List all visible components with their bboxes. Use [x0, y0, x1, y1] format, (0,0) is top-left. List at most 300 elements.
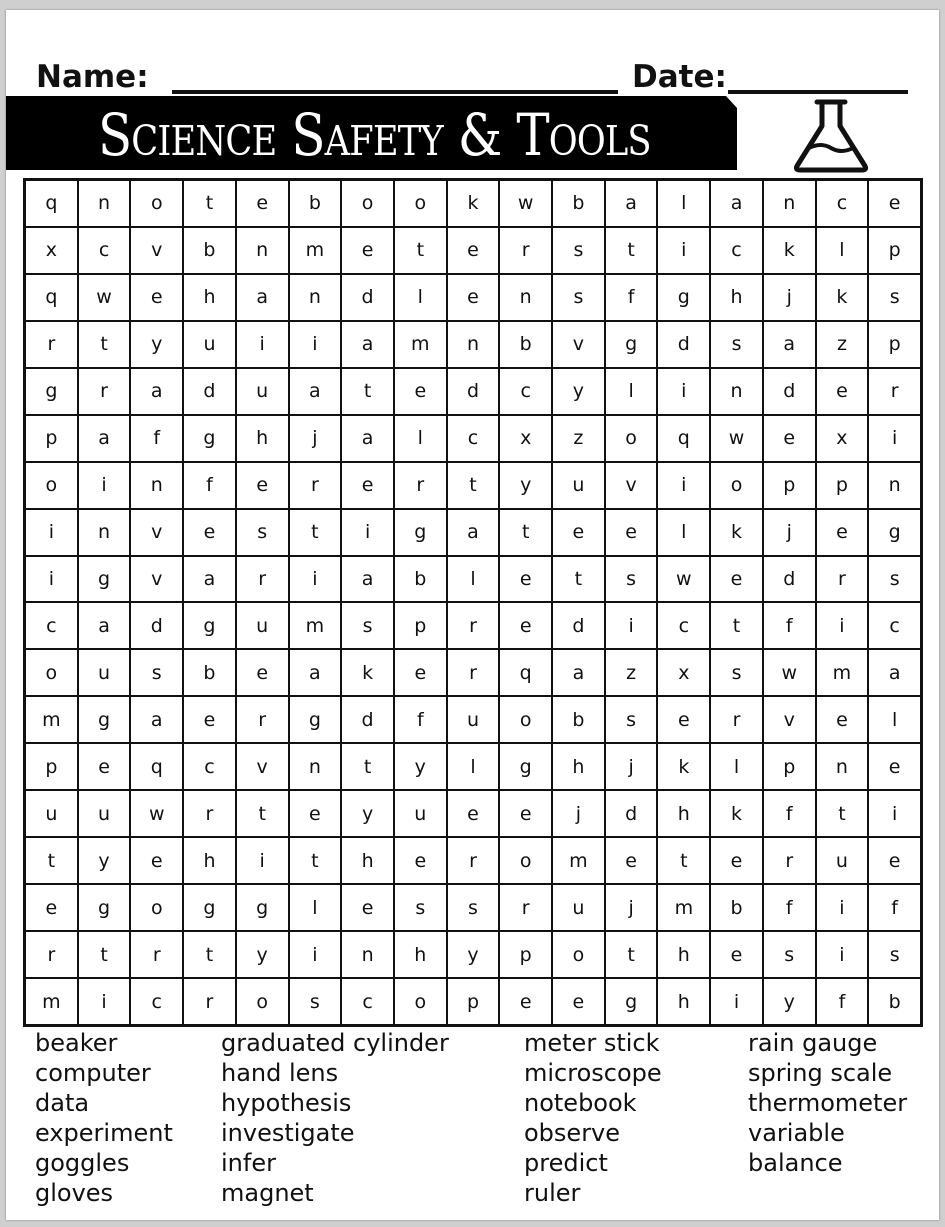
grid-cell[interactable]: y: [499, 462, 552, 509]
grid-cell[interactable]: e: [130, 274, 183, 321]
grid-cell[interactable]: n: [341, 931, 394, 978]
grid-cell[interactable]: a: [605, 180, 658, 227]
grid-cell[interactable]: i: [816, 884, 869, 931]
grid-cell[interactable]: e: [130, 837, 183, 884]
grid-cell[interactable]: i: [236, 321, 289, 368]
grid-cell[interactable]: i: [657, 368, 710, 415]
grid-cell[interactable]: q: [25, 274, 78, 321]
grid-cell[interactable]: o: [499, 837, 552, 884]
grid-cell[interactable]: t: [394, 227, 447, 274]
grid-cell[interactable]: g: [289, 696, 342, 743]
grid-cell[interactable]: t: [289, 837, 342, 884]
grid-cell[interactable]: d: [183, 368, 236, 415]
grid-cell[interactable]: r: [236, 556, 289, 603]
grid-cell[interactable]: u: [78, 790, 131, 837]
grid-cell[interactable]: r: [868, 368, 921, 415]
grid-cell[interactable]: s: [868, 274, 921, 321]
grid-cell[interactable]: f: [763, 790, 816, 837]
grid-cell[interactable]: n: [130, 462, 183, 509]
grid-cell[interactable]: e: [236, 180, 289, 227]
grid-cell[interactable]: o: [394, 978, 447, 1025]
grid-cell[interactable]: e: [868, 180, 921, 227]
grid-cell[interactable]: f: [394, 696, 447, 743]
grid-cell[interactable]: c: [868, 602, 921, 649]
grid-cell[interactable]: l: [394, 274, 447, 321]
grid-cell[interactable]: e: [816, 368, 869, 415]
grid-cell[interactable]: e: [447, 227, 500, 274]
grid-cell[interactable]: r: [289, 462, 342, 509]
grid-cell[interactable]: q: [130, 743, 183, 790]
grid-cell[interactable]: n: [447, 321, 500, 368]
grid-cell[interactable]: e: [394, 368, 447, 415]
grid-cell[interactable]: a: [78, 415, 131, 462]
grid-cell[interactable]: p: [447, 978, 500, 1025]
grid-cell[interactable]: a: [552, 649, 605, 696]
grid-cell[interactable]: j: [605, 884, 658, 931]
grid-cell[interactable]: u: [183, 321, 236, 368]
grid-cell[interactable]: h: [183, 837, 236, 884]
grid-cell[interactable]: g: [605, 978, 658, 1025]
grid-cell[interactable]: t: [710, 602, 763, 649]
grid-cell[interactable]: c: [816, 180, 869, 227]
grid-cell[interactable]: c: [341, 978, 394, 1025]
grid-cell[interactable]: l: [289, 884, 342, 931]
grid-cell[interactable]: h: [657, 790, 710, 837]
grid-cell[interactable]: x: [499, 415, 552, 462]
grid-cell[interactable]: t: [183, 931, 236, 978]
grid-cell[interactable]: o: [499, 696, 552, 743]
grid-cell[interactable]: o: [552, 931, 605, 978]
grid-cell[interactable]: r: [816, 556, 869, 603]
grid-cell[interactable]: j: [605, 743, 658, 790]
grid-cell[interactable]: n: [868, 462, 921, 509]
grid-cell[interactable]: v: [236, 743, 289, 790]
grid-cell[interactable]: p: [25, 743, 78, 790]
grid-cell[interactable]: y: [394, 743, 447, 790]
grid-cell[interactable]: i: [25, 509, 78, 556]
grid-cell[interactable]: p: [868, 227, 921, 274]
grid-cell[interactable]: g: [183, 415, 236, 462]
grid-cell[interactable]: h: [341, 837, 394, 884]
grid-cell[interactable]: l: [605, 368, 658, 415]
grid-cell[interactable]: k: [447, 180, 500, 227]
grid-cell[interactable]: q: [25, 180, 78, 227]
grid-cell[interactable]: s: [289, 978, 342, 1025]
grid-cell[interactable]: u: [552, 884, 605, 931]
grid-cell[interactable]: i: [78, 462, 131, 509]
grid-cell[interactable]: e: [499, 602, 552, 649]
grid-cell[interactable]: n: [289, 743, 342, 790]
grid-cell[interactable]: i: [236, 837, 289, 884]
grid-cell[interactable]: c: [130, 978, 183, 1025]
grid-cell[interactable]: b: [552, 180, 605, 227]
grid-cell[interactable]: d: [763, 368, 816, 415]
grid-cell[interactable]: u: [552, 462, 605, 509]
grid-cell[interactable]: f: [868, 884, 921, 931]
grid-cell[interactable]: r: [130, 931, 183, 978]
grid-cell[interactable]: i: [25, 556, 78, 603]
grid-cell[interactable]: g: [868, 509, 921, 556]
grid-cell[interactable]: c: [183, 743, 236, 790]
grid-cell[interactable]: h: [552, 743, 605, 790]
grid-cell[interactable]: t: [78, 931, 131, 978]
grid-cell[interactable]: b: [289, 180, 342, 227]
grid-cell[interactable]: l: [710, 743, 763, 790]
grid-cell[interactable]: r: [25, 321, 78, 368]
grid-cell[interactable]: h: [236, 415, 289, 462]
grid-cell[interactable]: i: [341, 509, 394, 556]
grid-cell[interactable]: o: [25, 649, 78, 696]
grid-cell[interactable]: e: [78, 743, 131, 790]
grid-cell[interactable]: a: [130, 368, 183, 415]
grid-cell[interactable]: i: [78, 978, 131, 1025]
grid-cell[interactable]: t: [499, 509, 552, 556]
grid-cell[interactable]: n: [236, 227, 289, 274]
grid-cell[interactable]: c: [78, 227, 131, 274]
grid-cell[interactable]: m: [25, 696, 78, 743]
grid-cell[interactable]: y: [130, 321, 183, 368]
grid-cell[interactable]: e: [499, 790, 552, 837]
grid-cell[interactable]: r: [183, 978, 236, 1025]
grid-cell[interactable]: j: [763, 509, 816, 556]
grid-cell[interactable]: y: [341, 790, 394, 837]
grid-cell[interactable]: e: [236, 462, 289, 509]
grid-cell[interactable]: b: [710, 884, 763, 931]
grid-cell[interactable]: k: [657, 743, 710, 790]
grid-cell[interactable]: q: [657, 415, 710, 462]
grid-cell[interactable]: u: [447, 696, 500, 743]
grid-cell[interactable]: t: [341, 368, 394, 415]
grid-cell[interactable]: w: [130, 790, 183, 837]
grid-cell[interactable]: a: [447, 509, 500, 556]
grid-cell[interactable]: b: [394, 556, 447, 603]
grid-cell[interactable]: o: [25, 462, 78, 509]
grid-cell[interactable]: n: [78, 180, 131, 227]
grid-cell[interactable]: y: [236, 931, 289, 978]
grid-cell[interactable]: s: [710, 649, 763, 696]
grid-cell[interactable]: s: [868, 556, 921, 603]
grid-cell[interactable]: w: [499, 180, 552, 227]
grid-cell[interactable]: g: [657, 274, 710, 321]
grid-cell[interactable]: a: [341, 321, 394, 368]
grid-cell[interactable]: g: [499, 743, 552, 790]
grid-cell[interactable]: n: [816, 743, 869, 790]
grid-cell[interactable]: d: [657, 321, 710, 368]
grid-cell[interactable]: a: [341, 415, 394, 462]
grid-cell[interactable]: m: [816, 649, 869, 696]
grid-cell[interactable]: j: [552, 790, 605, 837]
grid-cell[interactable]: s: [394, 884, 447, 931]
grid-cell[interactable]: e: [710, 837, 763, 884]
grid-cell[interactable]: w: [763, 649, 816, 696]
grid-cell[interactable]: v: [130, 509, 183, 556]
grid-cell[interactable]: r: [710, 696, 763, 743]
grid-cell[interactable]: h: [657, 931, 710, 978]
grid-cell[interactable]: d: [763, 556, 816, 603]
grid-cell[interactable]: a: [130, 696, 183, 743]
grid-cell[interactable]: b: [499, 321, 552, 368]
grid-cell[interactable]: s: [605, 696, 658, 743]
grid-cell[interactable]: m: [289, 227, 342, 274]
grid-cell[interactable]: f: [763, 602, 816, 649]
grid-cell[interactable]: g: [78, 556, 131, 603]
grid-cell[interactable]: y: [763, 978, 816, 1025]
grid-cell[interactable]: v: [763, 696, 816, 743]
grid-cell[interactable]: p: [763, 743, 816, 790]
grid-cell[interactable]: b: [552, 696, 605, 743]
grid-cell[interactable]: m: [289, 602, 342, 649]
grid-cell[interactable]: x: [25, 227, 78, 274]
grid-cell[interactable]: n: [499, 274, 552, 321]
grid-cell[interactable]: w: [710, 415, 763, 462]
grid-cell[interactable]: l: [816, 227, 869, 274]
grid-cell[interactable]: h: [183, 274, 236, 321]
grid-cell[interactable]: u: [816, 837, 869, 884]
grid-cell[interactable]: l: [657, 180, 710, 227]
grid-cell[interactable]: e: [816, 509, 869, 556]
grid-cell[interactable]: e: [394, 649, 447, 696]
grid-cell[interactable]: o: [341, 180, 394, 227]
grid-cell[interactable]: r: [25, 931, 78, 978]
grid-cell[interactable]: o: [130, 180, 183, 227]
grid-cell[interactable]: n: [78, 509, 131, 556]
grid-cell[interactable]: c: [710, 227, 763, 274]
grid-cell[interactable]: e: [341, 462, 394, 509]
grid-cell[interactable]: a: [763, 321, 816, 368]
grid-cell[interactable]: n: [710, 368, 763, 415]
grid-cell[interactable]: w: [657, 556, 710, 603]
grid-cell[interactable]: s: [710, 321, 763, 368]
grid-cell[interactable]: g: [183, 602, 236, 649]
grid-cell[interactable]: e: [763, 415, 816, 462]
grid-cell[interactable]: i: [868, 415, 921, 462]
name-blank-line[interactable]: [172, 90, 618, 94]
grid-cell[interactable]: t: [341, 743, 394, 790]
grid-cell[interactable]: s: [552, 274, 605, 321]
grid-cell[interactable]: p: [25, 415, 78, 462]
grid-cell[interactable]: n: [763, 180, 816, 227]
grid-cell[interactable]: z: [605, 649, 658, 696]
grid-cell[interactable]: r: [447, 649, 500, 696]
grid-cell[interactable]: t: [289, 509, 342, 556]
grid-cell[interactable]: t: [552, 556, 605, 603]
grid-cell[interactable]: g: [25, 368, 78, 415]
grid-cell[interactable]: k: [816, 274, 869, 321]
grid-cell[interactable]: i: [710, 978, 763, 1025]
grid-cell[interactable]: v: [552, 321, 605, 368]
grid-cell[interactable]: j: [289, 415, 342, 462]
grid-cell[interactable]: t: [447, 462, 500, 509]
grid-cell[interactable]: l: [447, 743, 500, 790]
grid-cell[interactable]: l: [394, 415, 447, 462]
grid-cell[interactable]: g: [236, 884, 289, 931]
grid-cell[interactable]: z: [816, 321, 869, 368]
grid-cell[interactable]: h: [657, 978, 710, 1025]
grid-cell[interactable]: e: [552, 509, 605, 556]
grid-cell[interactable]: r: [447, 837, 500, 884]
grid-cell[interactable]: u: [25, 790, 78, 837]
grid-cell[interactable]: t: [605, 227, 658, 274]
grid-cell[interactable]: o: [130, 884, 183, 931]
grid-cell[interactable]: a: [289, 649, 342, 696]
grid-cell[interactable]: i: [289, 931, 342, 978]
grid-cell[interactable]: t: [657, 837, 710, 884]
grid-cell[interactable]: s: [605, 556, 658, 603]
grid-cell[interactable]: s: [341, 602, 394, 649]
grid-cell[interactable]: r: [183, 790, 236, 837]
grid-cell[interactable]: h: [394, 931, 447, 978]
grid-cell[interactable]: e: [657, 696, 710, 743]
grid-cell[interactable]: k: [341, 649, 394, 696]
grid-cell[interactable]: q: [499, 649, 552, 696]
grid-cell[interactable]: s: [447, 884, 500, 931]
grid-cell[interactable]: o: [394, 180, 447, 227]
grid-cell[interactable]: d: [552, 602, 605, 649]
grid-cell[interactable]: f: [763, 884, 816, 931]
grid-cell[interactable]: l: [868, 696, 921, 743]
grid-cell[interactable]: k: [763, 227, 816, 274]
grid-cell[interactable]: l: [657, 509, 710, 556]
grid-cell[interactable]: c: [499, 368, 552, 415]
grid-cell[interactable]: i: [605, 602, 658, 649]
grid-cell[interactable]: o: [605, 415, 658, 462]
grid-cell[interactable]: d: [130, 602, 183, 649]
date-blank-line[interactable]: [728, 90, 908, 94]
grid-cell[interactable]: p: [868, 321, 921, 368]
grid-cell[interactable]: b: [183, 649, 236, 696]
grid-cell[interactable]: e: [552, 978, 605, 1025]
grid-cell[interactable]: s: [552, 227, 605, 274]
grid-cell[interactable]: e: [183, 509, 236, 556]
grid-cell[interactable]: u: [236, 368, 289, 415]
grid-cell[interactable]: e: [605, 509, 658, 556]
grid-cell[interactable]: x: [816, 415, 869, 462]
grid-cell[interactable]: b: [868, 978, 921, 1025]
grid-cell[interactable]: t: [816, 790, 869, 837]
grid-cell[interactable]: y: [447, 931, 500, 978]
grid-cell[interactable]: p: [394, 602, 447, 649]
grid-cell[interactable]: e: [499, 556, 552, 603]
grid-cell[interactable]: b: [183, 227, 236, 274]
grid-cell[interactable]: r: [763, 837, 816, 884]
grid-cell[interactable]: t: [183, 180, 236, 227]
grid-cell[interactable]: y: [552, 368, 605, 415]
grid-cell[interactable]: f: [183, 462, 236, 509]
grid-cell[interactable]: d: [605, 790, 658, 837]
grid-cell[interactable]: j: [763, 274, 816, 321]
grid-cell[interactable]: v: [605, 462, 658, 509]
grid-cell[interactable]: i: [657, 462, 710, 509]
grid-cell[interactable]: p: [499, 931, 552, 978]
grid-cell[interactable]: r: [78, 368, 131, 415]
grid-cell[interactable]: a: [183, 556, 236, 603]
grid-cell[interactable]: s: [130, 649, 183, 696]
grid-cell[interactable]: e: [605, 837, 658, 884]
grid-cell[interactable]: g: [78, 884, 131, 931]
grid-cell[interactable]: r: [499, 884, 552, 931]
grid-cell[interactable]: i: [868, 790, 921, 837]
grid-cell[interactable]: u: [236, 602, 289, 649]
grid-cell[interactable]: e: [447, 790, 500, 837]
grid-cell[interactable]: y: [78, 837, 131, 884]
grid-cell[interactable]: g: [78, 696, 131, 743]
grid-cell[interactable]: d: [341, 274, 394, 321]
grid-cell[interactable]: v: [130, 227, 183, 274]
grid-cell[interactable]: t: [605, 931, 658, 978]
grid-cell[interactable]: p: [816, 462, 869, 509]
grid-cell[interactable]: a: [341, 556, 394, 603]
grid-cell[interactable]: i: [289, 321, 342, 368]
grid-cell[interactable]: k: [710, 790, 763, 837]
grid-cell[interactable]: m: [657, 884, 710, 931]
grid-cell[interactable]: r: [447, 602, 500, 649]
grid-cell[interactable]: v: [130, 556, 183, 603]
grid-cell[interactable]: e: [447, 274, 500, 321]
grid-cell[interactable]: f: [605, 274, 658, 321]
grid-cell[interactable]: d: [447, 368, 500, 415]
grid-cell[interactable]: z: [552, 415, 605, 462]
grid-cell[interactable]: x: [657, 649, 710, 696]
grid-cell[interactable]: a: [236, 274, 289, 321]
grid-cell[interactable]: e: [394, 837, 447, 884]
grid-cell[interactable]: k: [710, 509, 763, 556]
grid-cell[interactable]: p: [763, 462, 816, 509]
grid-cell[interactable]: w: [78, 274, 131, 321]
grid-cell[interactable]: r: [394, 462, 447, 509]
grid-cell[interactable]: s: [868, 931, 921, 978]
grid-cell[interactable]: e: [289, 790, 342, 837]
grid-cell[interactable]: e: [183, 696, 236, 743]
grid-cell[interactable]: f: [816, 978, 869, 1025]
grid-cell[interactable]: e: [868, 837, 921, 884]
grid-cell[interactable]: u: [394, 790, 447, 837]
grid-cell[interactable]: d: [341, 696, 394, 743]
grid-cell[interactable]: e: [710, 556, 763, 603]
grid-cell[interactable]: u: [78, 649, 131, 696]
grid-cell[interactable]: f: [130, 415, 183, 462]
grid-cell[interactable]: t: [236, 790, 289, 837]
grid-cell[interactable]: o: [236, 978, 289, 1025]
grid-cell[interactable]: o: [710, 462, 763, 509]
grid-cell[interactable]: s: [236, 509, 289, 556]
grid-cell[interactable]: l: [447, 556, 500, 603]
grid-cell[interactable]: e: [341, 227, 394, 274]
grid-cell[interactable]: i: [816, 602, 869, 649]
grid-cell[interactable]: c: [447, 415, 500, 462]
grid-cell[interactable]: t: [78, 321, 131, 368]
grid-cell[interactable]: h: [710, 274, 763, 321]
grid-cell[interactable]: a: [78, 602, 131, 649]
grid-cell[interactable]: a: [868, 649, 921, 696]
grid-cell[interactable]: m: [394, 321, 447, 368]
grid-cell[interactable]: n: [289, 274, 342, 321]
grid-cell[interactable]: m: [25, 978, 78, 1025]
grid-cell[interactable]: c: [657, 602, 710, 649]
grid-cell[interactable]: i: [289, 556, 342, 603]
grid-cell[interactable]: g: [605, 321, 658, 368]
grid-cell[interactable]: e: [868, 743, 921, 790]
grid-cell[interactable]: r: [499, 227, 552, 274]
grid-cell[interactable]: g: [394, 509, 447, 556]
grid-cell[interactable]: m: [552, 837, 605, 884]
grid-cell[interactable]: s: [763, 931, 816, 978]
grid-cell[interactable]: a: [289, 368, 342, 415]
grid-cell[interactable]: a: [710, 180, 763, 227]
grid-cell[interactable]: e: [499, 978, 552, 1025]
grid-cell[interactable]: e: [710, 931, 763, 978]
grid-cell[interactable]: e: [341, 884, 394, 931]
grid-cell[interactable]: g: [183, 884, 236, 931]
